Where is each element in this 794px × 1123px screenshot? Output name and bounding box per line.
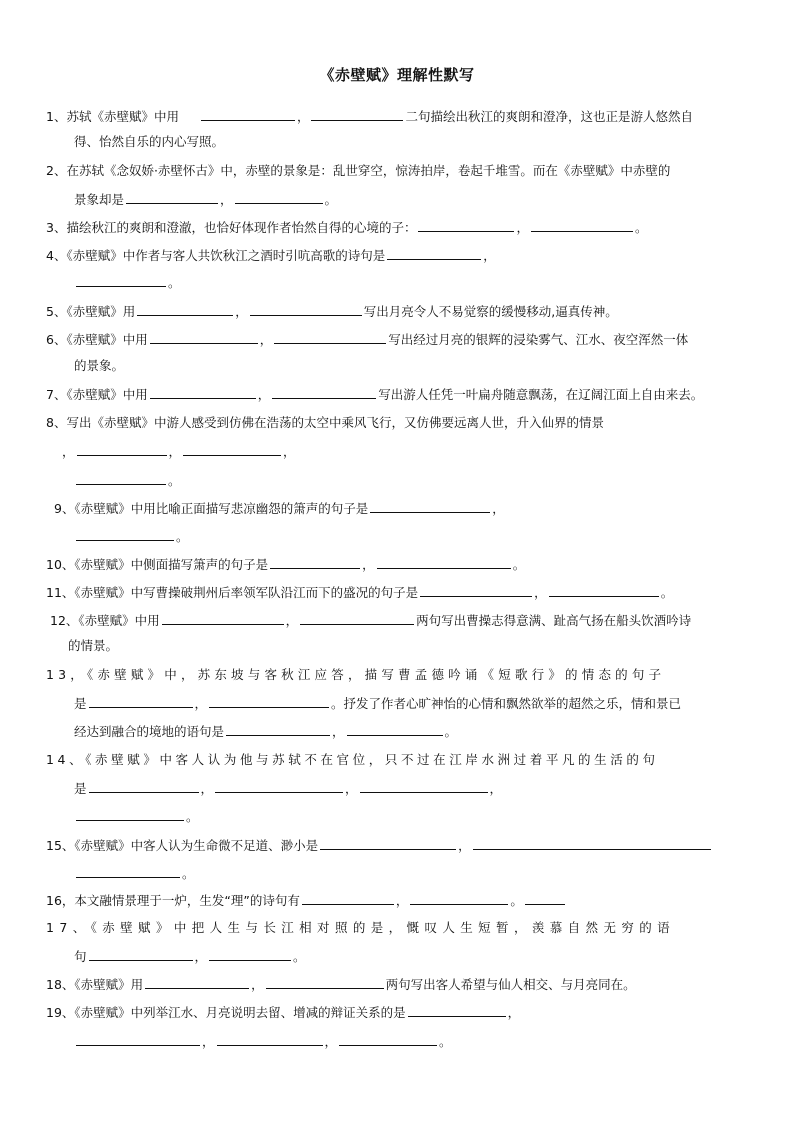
question-8: 8、写出《赤壁赋》中游人感受到仿佛在浩荡的太空中乘风飞行，又仿佛要远离人世，升入仙界的情景 (46, 415, 604, 430)
answer-blank[interactable] (525, 892, 565, 905)
question-3: 3、描绘秋江的爽朗和澄澈，也恰好体现作者怡然自得的心境的子： ， 。 (46, 220, 648, 235)
answer-blank[interactable] (410, 892, 508, 905)
question-8-cont2: 。 (74, 472, 748, 489)
answer-blank[interactable] (89, 695, 193, 708)
answer-blank[interactable] (320, 837, 456, 850)
answer-blank[interactable] (377, 556, 511, 569)
question-1: 1、苏轼《赤壁赋》中用 ， 二句描绘出秋江的爽朗和澄净，这也正是游人悠然自 (46, 109, 693, 124)
question-15-cont: 。 (74, 865, 748, 882)
answer-blank[interactable] (89, 948, 193, 961)
answer-blank[interactable] (162, 612, 284, 625)
answer-blank[interactable] (77, 443, 167, 456)
question-10: 10、《赤壁赋》中侧面描写箫声的句子是 ， 。 (46, 557, 526, 572)
question-19: 19、《赤壁赋》中列举江水、月亮说明去留、增减的辩证关系的是 ， (46, 1005, 521, 1020)
answer-blank[interactable] (76, 274, 166, 287)
question-4: 4、《赤壁赋》中作者与客人共饮秋江之酒时引吭高歌的诗句是 ， (46, 248, 496, 263)
answer-blank[interactable] (387, 247, 481, 260)
question-5: 5、《赤壁赋》用 ， 写出月亮令人不易觉察的缓慢移动,逼真传神。 (46, 304, 618, 319)
answer-blank[interactable] (76, 865, 180, 878)
answer-blank[interactable] (300, 612, 414, 625)
answer-blank[interactable] (418, 219, 514, 232)
answer-blank[interactable] (76, 472, 166, 485)
answer-blank[interactable] (266, 976, 384, 989)
answer-blank[interactable] (360, 780, 488, 793)
answer-blank[interactable] (183, 443, 281, 456)
answer-blank[interactable] (270, 556, 360, 569)
answer-blank[interactable] (150, 331, 258, 344)
question-6: 6、《赤壁赋》中用 ， 写出经过月亮的银辉的浸染雾气、江水、夜空浑然一体 (46, 332, 689, 347)
question-13-cont: 是 ， 。抒发了作者心旷神怡的心情和飘然欲举的超然之乐，情和景已 (74, 696, 682, 711)
question-18: 18、《赤壁赋》用 ， 两句写出客人希望与仙人相交、与月亮同在。 (46, 977, 636, 992)
answer-blank[interactable] (150, 386, 256, 399)
answer-blank[interactable] (235, 191, 323, 204)
answer-blank[interactable] (226, 723, 330, 736)
answer-blank[interactable] (209, 695, 329, 708)
question-9-cont: 。 (74, 528, 748, 545)
question-15: 15、《赤壁赋》中客人认为生命微不足道、渺小是 ， (46, 837, 748, 854)
question-17: 17、《赤壁赋》中把人生与长江相对照的是，慨叹人生短暂，羡慕自然无穷的语 (46, 920, 676, 935)
question-14-cont: 是 ， ， ， (74, 781, 503, 796)
answer-blank[interactable] (531, 219, 633, 232)
question-2: 2、在苏轼《念奴娇·赤壁怀古》中，赤壁的景象是：乱世穿空，惊涛拍岸，卷起千堆雪。而在《赤壁赋》中赤壁的 (46, 163, 671, 178)
answer-blank[interactable] (137, 303, 233, 316)
answer-blank[interactable] (250, 303, 362, 316)
question-4-cont: 。 (74, 274, 748, 291)
question-12: 12、《赤壁赋》中用 ， 两句写出曹操志得意满、趾高气扬在船头饮酒吟诗 (50, 613, 692, 628)
question-12-cont: 的情景。 (68, 638, 119, 653)
answer-blank[interactable] (370, 500, 490, 513)
answer-blank[interactable] (549, 584, 659, 597)
answer-blank[interactable] (217, 1033, 323, 1046)
answer-blank[interactable] (145, 976, 249, 989)
answer-blank[interactable] (311, 108, 403, 121)
question-1-cont: 得、怡然自乐的内心写照。 (74, 134, 225, 149)
answer-blank[interactable] (215, 780, 343, 793)
question-6-cont: 的景象。 (74, 358, 125, 373)
answer-blank[interactable] (76, 528, 174, 541)
answer-blank[interactable] (473, 837, 711, 850)
question-16: 16，本文融情景理于一炉，生发“理”的诗句有 ， 。 (46, 892, 748, 909)
answer-blank[interactable] (274, 331, 386, 344)
answer-blank[interactable] (272, 386, 376, 399)
question-14-cont2: 。 (74, 808, 748, 825)
answer-blank[interactable] (201, 108, 295, 121)
page-title: 《赤壁赋》理解性默写 (319, 66, 475, 84)
answer-blank[interactable] (89, 780, 199, 793)
answer-blank[interactable] (76, 808, 184, 821)
question-7: 7、《赤壁赋》中用 ， 写出游人任凭一叶扁舟随意飘荡，在辽阔江面上自由来去。 (46, 387, 704, 402)
answer-blank[interactable] (339, 1033, 437, 1046)
answer-blank[interactable] (76, 1033, 200, 1046)
question-2-cont: 景象却是 ， 。 (74, 192, 338, 207)
question-19-cont: ， ， 。 (74, 1033, 748, 1050)
answer-blank[interactable] (126, 191, 218, 204)
question-13-cont2: 经达到融合的境地的语句是 ， 。 (74, 724, 458, 739)
answer-blank[interactable] (420, 584, 532, 597)
answer-blank[interactable] (302, 892, 394, 905)
question-13: 13，《赤壁赋》中，苏东坡与客秋江应答，描写曹孟德吟诵《短歌行》的情态的句子 (46, 667, 666, 682)
question-8-cont: ， ， ， (62, 444, 296, 459)
question-11: 11、《赤壁赋》中写曹操破荆州后率领军队沿江而下的盛况的句子是 ， 。 (46, 585, 674, 600)
question-14: 14、《赤壁赋》中客人认为他与苏轼不在官位，只不过在江岸水洲过着平凡的生活的句 (46, 752, 659, 767)
answer-blank[interactable] (347, 723, 443, 736)
question-9: 9、《赤壁赋》中用比喻正面描写悲凉幽怨的箫声的句子是 ， (54, 501, 505, 516)
question-17-cont: 句 ， 。 (74, 949, 306, 964)
answer-blank[interactable] (209, 948, 291, 961)
answer-blank[interactable] (408, 1004, 506, 1017)
